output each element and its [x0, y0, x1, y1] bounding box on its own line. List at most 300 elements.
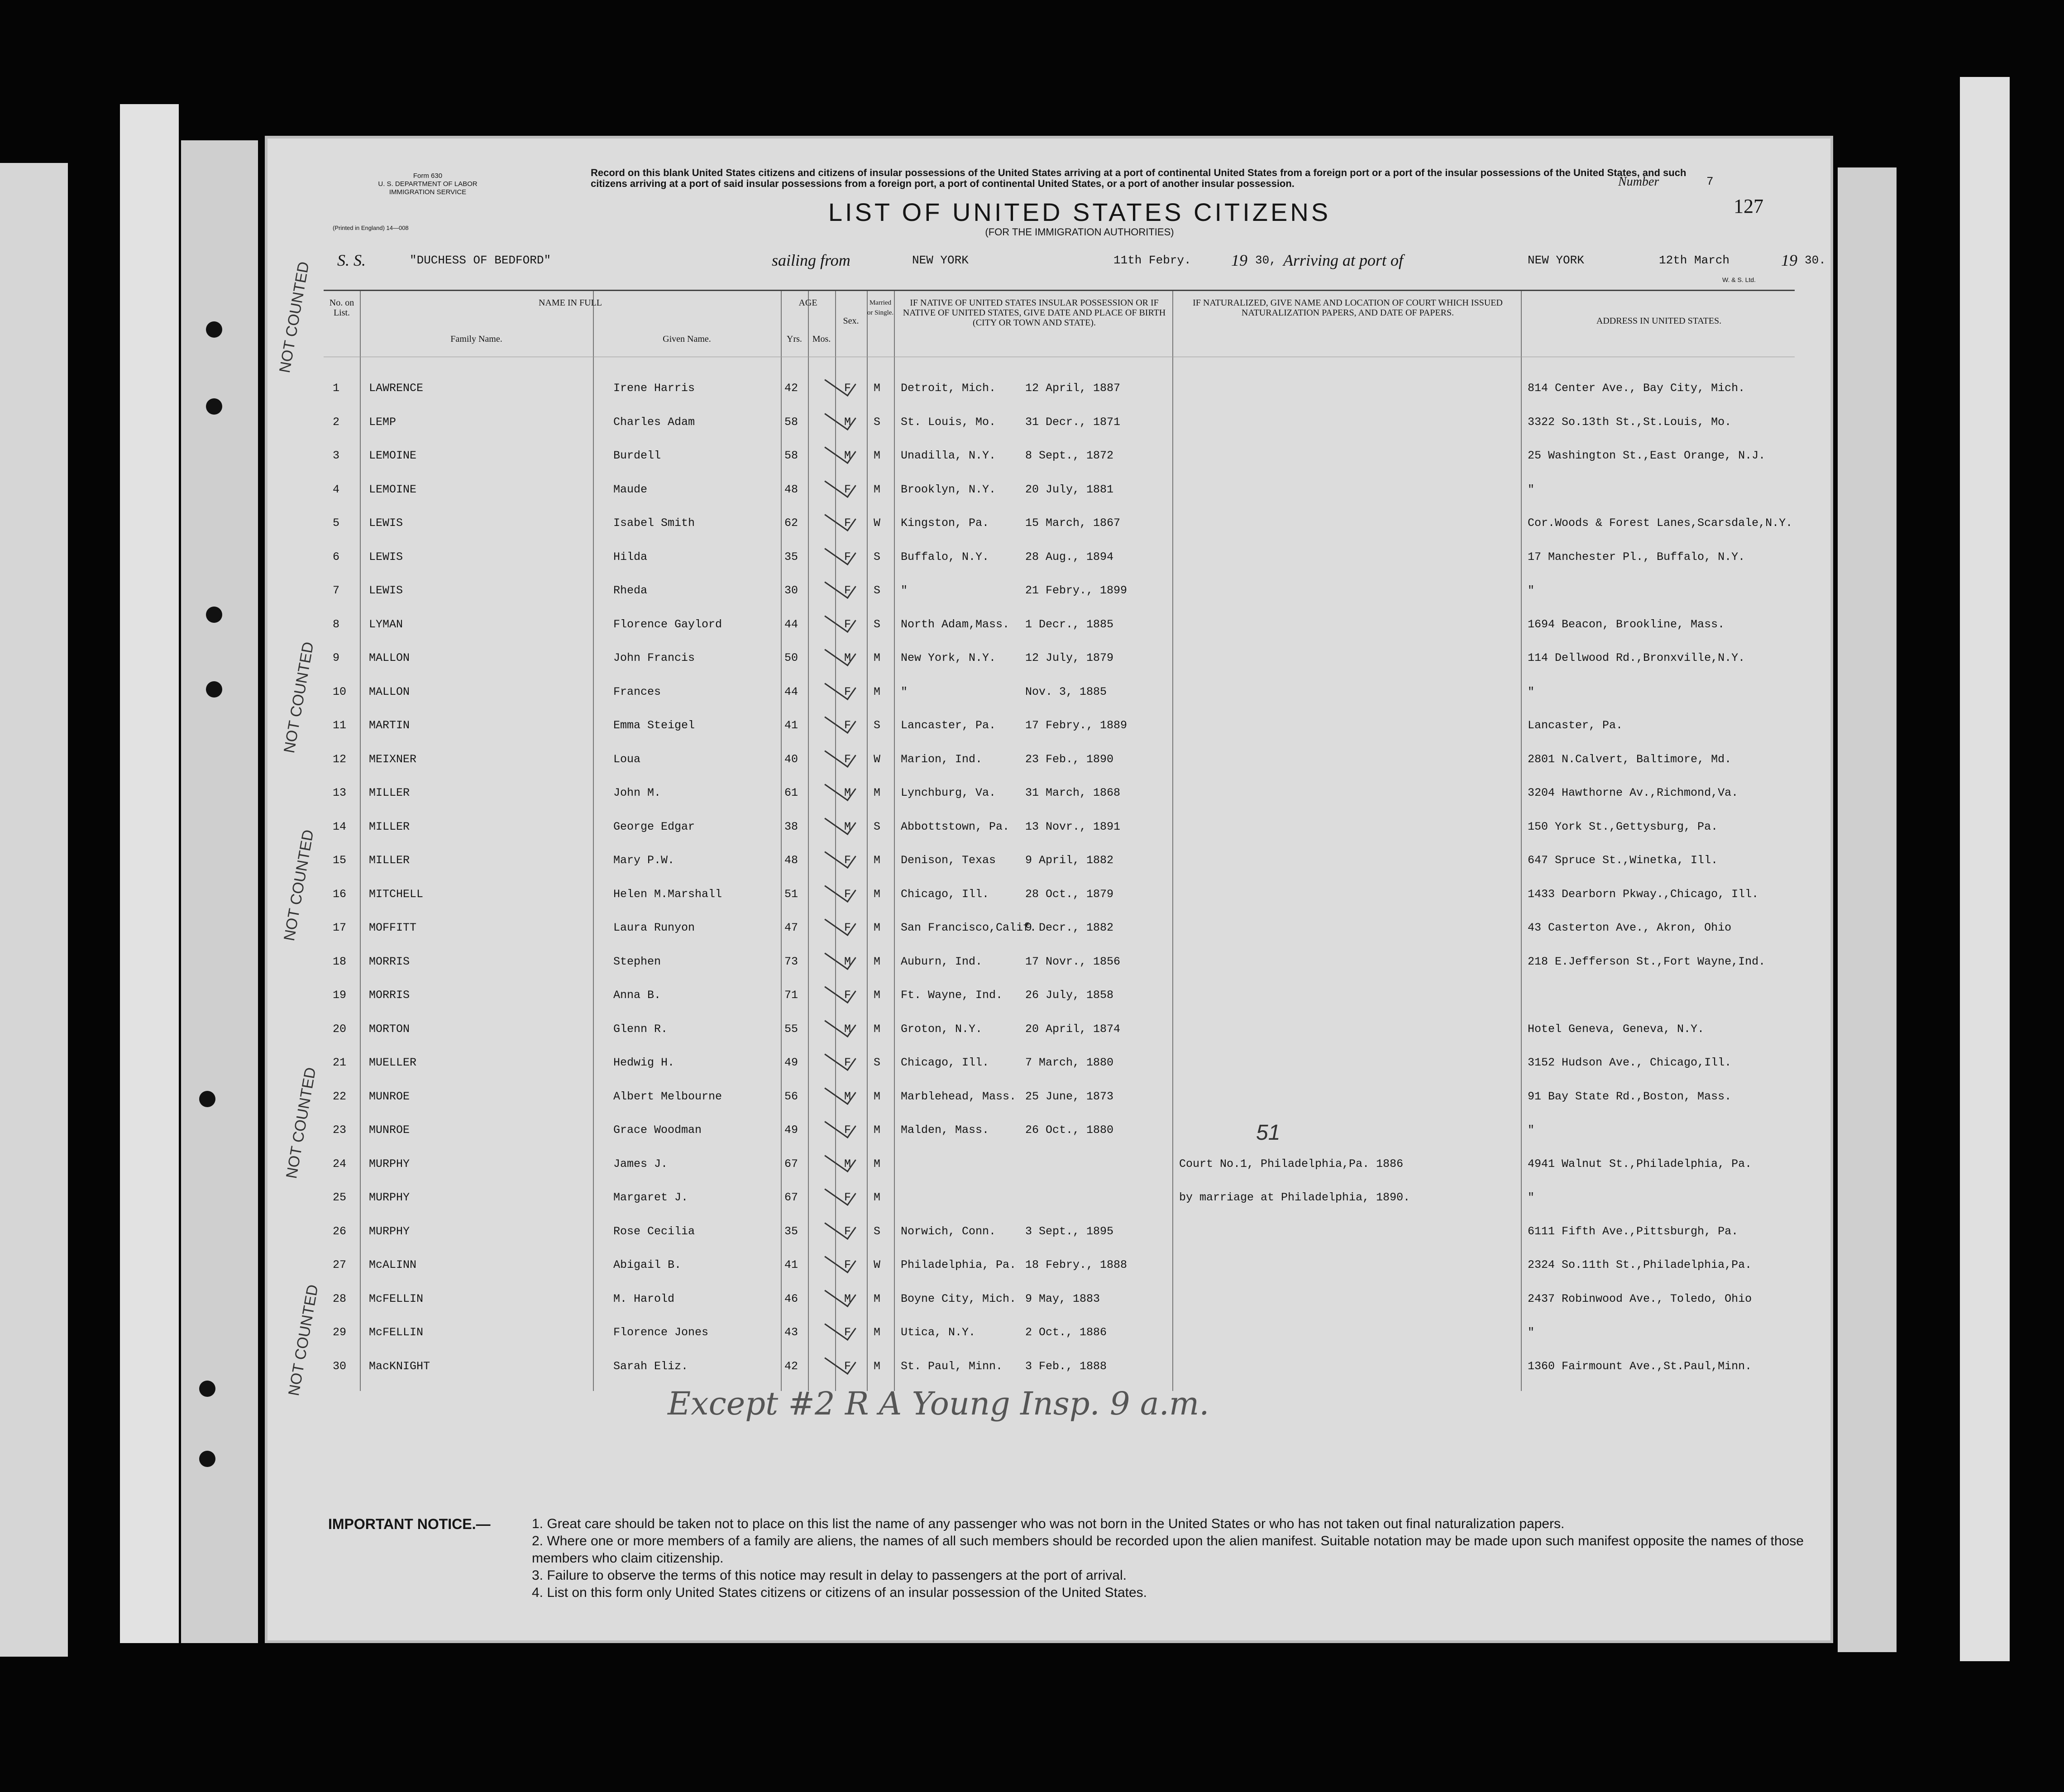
form-header	[346, 172, 509, 196]
family-name: MILLER	[369, 786, 410, 799]
birth-place: Denison, Texas	[901, 854, 996, 867]
birth-date: 18 Febry., 1888	[1025, 1258, 1128, 1271]
marital-status: M	[874, 483, 881, 496]
age-years: 47	[784, 921, 798, 934]
age-years: 62	[784, 516, 798, 530]
address: 150 York St.,Gettysburg, Pa.	[1528, 820, 1718, 833]
address: 91 Bay State Rd.,Boston, Mass.	[1528, 1090, 1732, 1103]
check-mark-icon	[824, 806, 856, 835]
year-prefix-1: 19	[1231, 251, 1247, 269]
marital-status: M	[874, 887, 881, 901]
age-years: 42	[784, 382, 798, 395]
margin-number: 51	[1256, 1121, 1280, 1145]
family-name: MITCHELL	[369, 887, 424, 901]
table-row	[324, 1249, 1795, 1283]
row-number: 28	[333, 1292, 347, 1305]
passenger-table	[324, 290, 1795, 1395]
age-years: 40	[784, 752, 798, 766]
check-mark-icon	[824, 469, 856, 497]
notice-item: 2. Where one or more members of a family are aliens, the names of all such members should be recorded upon the alien manifest. Suitable notation may be made upon such manifest opposite the names of those members who claim citizenship.	[532, 1534, 1804, 1566]
table-row	[324, 879, 1795, 912]
birth-date: 20 July, 1881	[1025, 483, 1114, 496]
given-name: Albert Melbourne	[613, 1090, 722, 1103]
address: 2324 So.11th St.,Philadelphia,Pa.	[1528, 1258, 1752, 1271]
row-number: 1	[333, 382, 340, 395]
birth-date: 9 Decr., 1882	[1025, 921, 1114, 934]
family-name: MALLON	[369, 651, 410, 664]
punch-hole	[199, 1091, 215, 1107]
given-name: Emma Steigel	[613, 719, 695, 732]
col-name-in-full: NAME IN FULL	[539, 298, 602, 308]
address: "	[1528, 483, 1535, 496]
row-number: 30	[333, 1359, 347, 1373]
not-counted-stamp: NOT COUNTED	[283, 1066, 320, 1180]
check-mark-icon	[824, 536, 856, 565]
sex: F	[844, 1123, 851, 1137]
row-number: 10	[333, 685, 347, 698]
sex: F	[844, 483, 851, 496]
punch-hole	[206, 321, 222, 338]
birth-place: "	[901, 685, 908, 698]
age-years: 73	[784, 955, 798, 968]
page-number: 127	[1734, 195, 1763, 217]
age-years: 44	[784, 685, 798, 698]
birth-place: Philadelphia, Pa.	[901, 1258, 1017, 1271]
row-number: 9	[333, 651, 340, 664]
check-mark-icon	[824, 773, 856, 801]
depart-date: 11th Febry.	[1113, 253, 1191, 267]
family-name: MacKNIGHT	[369, 1359, 430, 1373]
address: 814 Center Ave., Bay City, Mich.	[1528, 382, 1745, 395]
punch-hole	[206, 398, 222, 415]
address: 6111 Fifth Ave.,Pittsburgh, Pa.	[1528, 1224, 1739, 1238]
punch-hole	[206, 681, 222, 698]
sex: M	[844, 415, 851, 429]
family-name: MILLER	[369, 820, 410, 833]
address: 2437 Robinwood Ave., Toledo, Ohio	[1528, 1292, 1752, 1305]
row-number: 8	[333, 617, 340, 631]
given-name: James J.	[613, 1157, 668, 1171]
not-counted-stamp: NOT COUNTED	[276, 260, 313, 374]
manifest-sheet	[265, 136, 1833, 1643]
year-prefix-2: 19	[1781, 251, 1797, 269]
year-2: 30.	[1805, 253, 1826, 267]
punch-hole	[199, 1381, 215, 1397]
birth-place: Groton, N.Y.	[901, 1022, 983, 1036]
marital-status: M	[874, 685, 881, 698]
sex: M	[844, 1292, 851, 1305]
page-subtitle: (FOR THE IMMIGRATION AUTHORITIES)	[985, 226, 1174, 238]
birth-date: 3 Sept., 1895	[1025, 1224, 1114, 1238]
given-name: Florence Gaylord	[613, 617, 722, 631]
row-number: 26	[333, 1224, 347, 1238]
marital-status: S	[874, 820, 881, 833]
table-row	[324, 507, 1795, 541]
family-name: MOFFITT	[369, 921, 417, 934]
age-years: 48	[784, 854, 798, 867]
birth-date: 12 April, 1887	[1025, 382, 1121, 395]
family-name: MUELLER	[369, 1056, 417, 1069]
sex: M	[844, 449, 851, 462]
table-row	[324, 1283, 1795, 1317]
birth-date: 17 Febry., 1889	[1025, 719, 1128, 732]
ship-name: "DUCHESS OF BEDFORD"	[410, 253, 551, 267]
voyage-line	[337, 251, 1831, 273]
sex: F	[844, 719, 851, 732]
family-name: LEWIS	[369, 584, 403, 597]
check-mark-icon	[824, 1110, 856, 1138]
sex: F	[844, 854, 851, 867]
given-name: Rose Cecilia	[613, 1224, 695, 1238]
inspector-signature: Except #2 R A Young Insp. 9 a.m.	[668, 1385, 1209, 1422]
sex: F	[844, 516, 851, 530]
not-counted-stamp: NOT COUNTED	[281, 640, 317, 755]
printer-mark: W. & S. Ltd.	[1722, 276, 1756, 283]
family-name: MORRIS	[369, 989, 410, 1002]
birth-place: Lancaster, Pa.	[901, 719, 996, 732]
age-years: 58	[784, 415, 798, 429]
right-film-edge	[1960, 77, 2010, 1661]
birth-place: Lynchburg, Va.	[901, 786, 996, 799]
table-row	[324, 744, 1795, 777]
age-years: 56	[784, 1090, 798, 1103]
check-mark-icon	[824, 1211, 856, 1239]
marital-status: M	[874, 1292, 881, 1305]
birth-place: Kingston, Pa.	[901, 516, 989, 530]
table-row	[324, 777, 1795, 811]
age-years: 67	[784, 1191, 798, 1204]
sex: F	[844, 382, 851, 395]
row-number: 12	[333, 752, 347, 766]
given-name: Burdell	[613, 449, 661, 462]
notice-item: 3. Failure to observe the terms of this notice may result in delay to passengers at the port of arrival.	[532, 1568, 1127, 1583]
row-number: 5	[333, 516, 340, 530]
row-number: 21	[333, 1056, 347, 1069]
col-no: No. on List.	[329, 298, 354, 318]
family-name: MARTIN	[369, 719, 410, 732]
table-row	[324, 1351, 1795, 1384]
birth-date: 9 April, 1882	[1025, 854, 1114, 867]
birth-date: 28 Aug., 1894	[1025, 550, 1114, 564]
sex: M	[844, 1157, 851, 1171]
birth-place: Buffalo, N.Y.	[901, 550, 989, 564]
check-mark-icon	[824, 401, 856, 430]
department: U. S. DEPARTMENT OF LABOR	[378, 180, 478, 188]
check-mark-icon	[824, 874, 856, 902]
family-name: MUNROE	[369, 1123, 410, 1137]
row-number: 24	[333, 1157, 347, 1171]
birth-place: Chicago, Ill.	[901, 1056, 989, 1069]
marital-status: M	[874, 955, 881, 968]
birth-date: 28 Oct., 1879	[1025, 887, 1114, 901]
sex: F	[844, 1258, 851, 1271]
naturalization: Court No.1, Philadelphia,Pa. 1886	[1179, 1157, 1404, 1171]
row-number: 11	[333, 719, 347, 732]
row-number: 4	[333, 483, 340, 496]
address: Hotel Geneva, Geneva, N.Y.	[1528, 1022, 1705, 1036]
family-name: MALLON	[369, 685, 410, 698]
check-mark-icon	[824, 739, 856, 767]
naturalization: by marriage at Philadelphia, 1890.	[1179, 1191, 1410, 1204]
sex: F	[844, 584, 851, 597]
given-name: Maude	[613, 483, 648, 496]
col-yrs: Yrs.	[787, 334, 802, 344]
row-number: 23	[333, 1123, 347, 1137]
table-row	[324, 1081, 1795, 1114]
year-1: 30,	[1255, 253, 1276, 267]
family-name: LEMOINE	[369, 483, 417, 496]
sex: M	[844, 786, 851, 799]
age-years: 30	[784, 584, 798, 597]
table-row	[324, 373, 1795, 406]
address: "	[1528, 584, 1535, 597]
sex: F	[844, 550, 851, 564]
family-name: LEWIS	[369, 516, 403, 530]
address: 1694 Beacon, Brookline, Mass.	[1528, 617, 1725, 631]
address: 25 Washington St.,East Orange, N.J.	[1528, 449, 1766, 462]
birth-date: 26 July, 1858	[1025, 989, 1114, 1002]
marital-status: S	[874, 719, 881, 732]
given-name: Hilda	[613, 550, 648, 564]
punch-hole	[206, 607, 222, 623]
birth-date: 8 Sept., 1872	[1025, 449, 1114, 462]
address: "	[1528, 1123, 1535, 1137]
from-port: NEW YORK	[912, 253, 969, 267]
family-name: McFELLIN	[369, 1292, 424, 1305]
family-name: MORRIS	[369, 955, 410, 968]
marital-status: M	[874, 921, 881, 934]
marital-status: M	[874, 1123, 881, 1137]
family-name: MURPHY	[369, 1157, 410, 1171]
birth-date: 25 June, 1873	[1025, 1090, 1114, 1103]
sex: F	[844, 1326, 851, 1339]
punch-hole	[199, 1451, 215, 1467]
marital-status: M	[874, 1022, 881, 1036]
table-row	[324, 676, 1795, 710]
family-name: MEIXNER	[369, 752, 417, 766]
sex: F	[844, 989, 851, 1002]
arrive-port: NEW YORK	[1528, 253, 1584, 267]
table-row	[324, 642, 1795, 676]
notice-item: 1. Great care should be taken not to place on this list the name of any passenger who was not born in the United States or who has not taken out final naturalization papers.	[532, 1516, 1565, 1531]
age-years: 44	[784, 617, 798, 631]
row-number: 22	[333, 1090, 347, 1103]
family-name: McALINN	[369, 1258, 417, 1271]
check-mark-icon	[824, 368, 856, 397]
address: 114 Dellwood Rd.,Bronxville,N.Y.	[1528, 651, 1745, 664]
birth-place: St. Paul, Minn.	[901, 1359, 1003, 1373]
notice-item: 4. List on this form only United States citizens or citizens of an insular possession of the United States.	[532, 1585, 1147, 1600]
sailing-label: sailing from	[772, 251, 850, 269]
address: 218 E.Jefferson St.,Fort Wayne,Ind.	[1528, 955, 1766, 968]
birth-place: Boyne City, Mich.	[901, 1292, 1017, 1305]
birth-place: Unadilla, N.Y.	[901, 449, 996, 462]
birth-place: Auburn, Ind.	[901, 955, 983, 968]
birth-date: 15 March, 1867	[1025, 516, 1121, 530]
table-row	[324, 440, 1795, 473]
address: 4941 Walnut St.,Philadelphia, Pa.	[1528, 1157, 1752, 1171]
age-years: 35	[784, 550, 798, 564]
age-years: 42	[784, 1359, 798, 1373]
col-given: Given Name.	[663, 334, 711, 344]
marital-status: M	[874, 1326, 881, 1339]
sex: F	[844, 887, 851, 901]
given-name: Frances	[613, 685, 661, 698]
marital-status: S	[874, 415, 881, 429]
given-name: M. Harold	[613, 1292, 675, 1305]
table-row	[324, 1114, 1795, 1148]
birth-place: San Francisco,Calif.	[901, 921, 1037, 934]
age-years: 46	[784, 1292, 798, 1305]
given-name: Hedwig H.	[613, 1056, 675, 1069]
marital-status: S	[874, 584, 881, 597]
col-mos: Mos.	[812, 334, 831, 344]
row-number: 29	[333, 1326, 347, 1339]
table-row	[324, 912, 1795, 946]
marital-status: W	[874, 516, 881, 530]
birth-date: 2 Oct., 1886	[1025, 1326, 1107, 1339]
row-number: 13	[333, 786, 347, 799]
sex: F	[844, 685, 851, 698]
address: 3322 So.13th St.,St.Louis, Mo.	[1528, 415, 1732, 429]
row-number: 18	[333, 955, 347, 968]
family-name: LYMAN	[369, 617, 403, 631]
row-number: 3	[333, 449, 340, 462]
marital-status: S	[874, 1224, 881, 1238]
row-number: 17	[333, 921, 347, 934]
family-name: MORTON	[369, 1022, 410, 1036]
row-number: 27	[333, 1258, 347, 1271]
sex: F	[844, 1191, 851, 1204]
given-name: Charles Adam	[613, 415, 695, 429]
age-years: 49	[784, 1123, 798, 1137]
given-name: John Francis	[613, 651, 695, 664]
given-name: Sarah Eliz.	[613, 1359, 688, 1373]
right-tab	[1838, 167, 1897, 1652]
birth-place: North Adam,Mass.	[901, 617, 1010, 631]
check-mark-icon	[824, 570, 856, 599]
address: Lancaster, Pa.	[1528, 719, 1623, 732]
birth-place: New York, N.Y.	[901, 651, 996, 664]
given-name: Grace Woodman	[613, 1123, 702, 1137]
address: 1360 Fairmount Ave.,St.Paul,Minn.	[1528, 1359, 1752, 1373]
left-binding-strip	[120, 104, 179, 1643]
col-married: Married or Single.	[867, 299, 894, 316]
row-number: 16	[333, 887, 347, 901]
given-name: Anna B.	[613, 989, 661, 1002]
family-name: LEMP	[369, 415, 397, 429]
address: 3204 Hawthorne Av.,Richmond,Va.	[1528, 786, 1739, 799]
check-mark-icon	[824, 671, 856, 700]
table-row	[324, 710, 1795, 743]
given-name: Irene Harris	[613, 382, 695, 395]
marital-status: M	[874, 382, 881, 395]
not-counted-stamp: NOT COUNTED	[281, 828, 317, 942]
marital-status: S	[874, 1056, 881, 1069]
family-name: McFELLIN	[369, 1326, 424, 1339]
age-years: 35	[784, 1224, 798, 1238]
age-years: 55	[784, 1022, 798, 1036]
given-name: Florence Jones	[613, 1326, 709, 1339]
col-sex: Sex.	[843, 316, 859, 326]
check-mark-icon	[824, 1312, 856, 1341]
age-years: 67	[784, 1157, 798, 1171]
table-row	[324, 575, 1795, 608]
birth-place: Chicago, Ill.	[901, 887, 989, 901]
notice-lead: IMPORTANT NOTICE.—	[328, 1516, 491, 1532]
check-mark-icon	[824, 1143, 856, 1172]
marital-status: S	[874, 617, 881, 631]
address: "	[1528, 685, 1535, 698]
left-tab	[181, 140, 258, 1643]
check-mark-icon	[824, 503, 856, 531]
birth-place: Marblehead, Mass.	[901, 1090, 1017, 1103]
check-mark-icon	[824, 908, 856, 936]
family-name: MURPHY	[369, 1224, 410, 1238]
marital-status: W	[874, 1258, 881, 1271]
age-years: 71	[784, 989, 798, 1002]
age-years: 38	[784, 820, 798, 833]
age-years: 41	[784, 1258, 798, 1271]
sex: M	[844, 651, 851, 664]
sex: F	[844, 1224, 851, 1238]
address: "	[1528, 1326, 1535, 1339]
birth-date: 26 Oct., 1880	[1025, 1123, 1114, 1137]
age-years: 61	[784, 786, 798, 799]
birth-place: Marion, Ind.	[901, 752, 983, 766]
birth-place: Norwich, Conn.	[901, 1224, 996, 1238]
table-row	[324, 845, 1795, 878]
sex: M	[844, 955, 851, 968]
marital-status: W	[874, 752, 881, 766]
marital-status: M	[874, 1090, 881, 1103]
family-name: LAWRENCE	[369, 382, 424, 395]
birth-date: 1 Decr., 1885	[1025, 617, 1114, 631]
row-number: 2	[333, 415, 340, 429]
birth-place: Abbottstown, Pa.	[901, 820, 1010, 833]
check-mark-icon	[824, 435, 856, 464]
marital-status: M	[874, 651, 881, 664]
check-mark-icon	[824, 1177, 856, 1206]
row-number: 7	[333, 584, 340, 597]
birth-date: 13 Novr., 1891	[1025, 820, 1121, 833]
check-mark-icon	[824, 975, 856, 1004]
sex: M	[844, 820, 851, 833]
col-age: AGE	[798, 298, 817, 308]
check-mark-icon	[824, 1245, 856, 1273]
given-name: Laura Runyon	[613, 921, 695, 934]
table-row	[324, 1182, 1795, 1215]
birth-date: 31 March, 1868	[1025, 786, 1121, 799]
address: 3152 Hudson Ave., Chicago,Ill.	[1528, 1056, 1732, 1069]
sex: M	[844, 1090, 851, 1103]
birth-place: Detroit, Mich.	[901, 382, 996, 395]
marital-status: M	[874, 989, 881, 1002]
age-years: 41	[784, 719, 798, 732]
address: 2801 N.Calvert, Baltimore, Md.	[1528, 752, 1732, 766]
check-mark-icon	[824, 1346, 856, 1374]
given-name: Abigail B.	[613, 1258, 682, 1271]
notice-items	[532, 1515, 1822, 1601]
birth-place: "	[901, 584, 908, 597]
marital-status: M	[874, 854, 881, 867]
table-row	[324, 1013, 1795, 1047]
birth-place: Utica, N.Y.	[901, 1326, 976, 1339]
check-mark-icon	[824, 604, 856, 632]
birth-date: 31 Decr., 1871	[1025, 415, 1121, 429]
service: IMMIGRATION SERVICE	[389, 188, 467, 196]
table-row	[324, 946, 1795, 980]
